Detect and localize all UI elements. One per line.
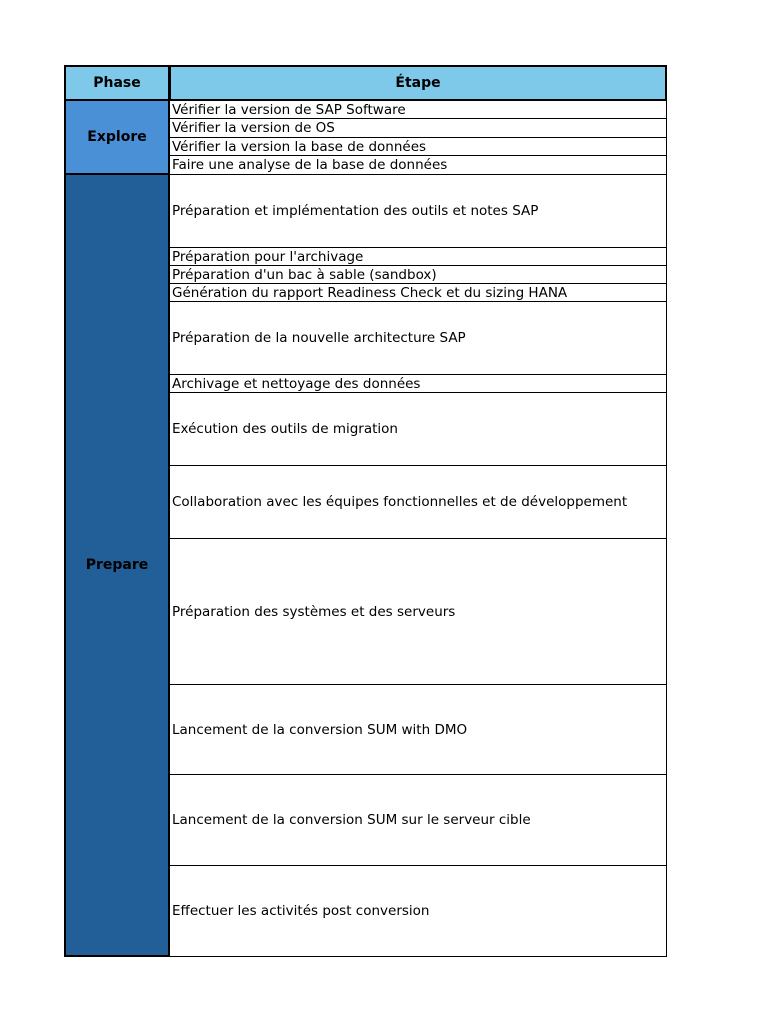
phase-header: Phase xyxy=(64,65,170,101)
migration-phase-table xyxy=(64,65,667,957)
phase-prepare: Prepare xyxy=(64,175,170,957)
step-row: Archivage et nettoyage des données xyxy=(169,375,667,393)
step-header: Étape xyxy=(169,65,667,101)
step-row: Exécution des outils de migration xyxy=(169,393,667,466)
step-row: Vérifier la version de OS xyxy=(169,119,667,138)
step-row: Préparation pour l'archivage xyxy=(169,248,667,266)
step-row: Préparation et implémentation des outils et notes SAP xyxy=(169,175,667,248)
step-row: Préparation d'un bac à sable (sandbox) xyxy=(169,266,667,284)
step-row: Génération du rapport Readiness Check et du sizing HANA xyxy=(169,284,667,302)
step-row: Effectuer les activités post conversion xyxy=(169,866,667,957)
step-row: Collaboration avec les équipes fonctionnelles et de développement xyxy=(169,466,667,539)
step-column xyxy=(169,65,667,957)
phase-column xyxy=(64,65,169,957)
step-row: Vérifier la version de SAP Software xyxy=(169,101,667,119)
step-row: Préparation des systèmes et des serveurs xyxy=(169,539,667,685)
step-row: Lancement de la conversion SUM with DMO xyxy=(169,685,667,775)
phase-explore: Explore xyxy=(64,101,170,175)
step-row: Lancement de la conversion SUM sur le serveur cible xyxy=(169,775,667,866)
step-row: Préparation de la nouvelle architecture SAP xyxy=(169,302,667,375)
step-row: Faire une analyse de la base de données xyxy=(169,156,667,175)
step-row: Vérifier la version la base de données xyxy=(169,138,667,156)
